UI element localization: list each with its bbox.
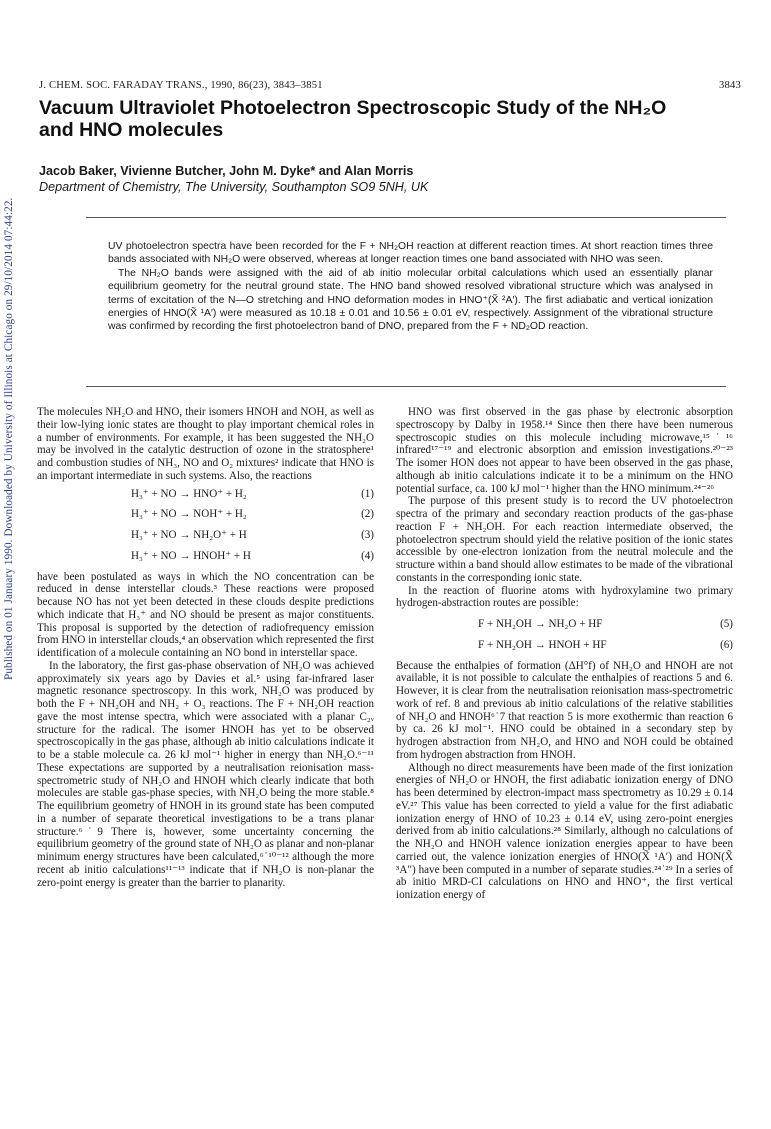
equation-text: H₃⁺ + NO → NH₂O⁺ + H	[131, 529, 247, 541]
page-number: 3843	[719, 80, 741, 91]
abstract-paragraph-2: The NH₂O bands were assigned with the aid of ab initio molecular orbital calculations which used an essentially planar equilibrium geometry for the neutral ground state. The HNO band showed resolved vibrational structure which was analysed in terms of excitation of the N—O stretching and HNO deformation modes in HNO⁺(X̃ ²A′). The first adiabatic and vertical ionization energies of HNO(X̃ ¹A′) were measured as 10.18 ± 0.01 and 10.56 ± 0.01 eV, respectively. Assignment of the vibrational structure was confirmed by recording the first photoelectron band of DNO, prepared from the F + ND₂OD reaction.	[108, 267, 713, 333]
equation-1	[37, 488, 374, 501]
author-affiliation: Department of Chemistry, The University, Southampton SO9 5NH, UK	[39, 179, 429, 194]
equation-number: (4)	[361, 549, 374, 562]
equation-number: (5)	[720, 618, 733, 630]
author-names: Jacob Baker, Vivienne Butcher, John M. Dyke* and Alan Morris	[39, 164, 414, 178]
article-title	[39, 97, 729, 141]
body-paragraph: In the laboratory, the first gas-phase observation of NH₂O was achieved approximately six years ago by Davies et al.⁵ using far-infrared laser magnetic resonance spectroscopy. In this work, NH₂O was produced by both the F + NH₂OH and NH₂ + O₃ reactions. The F + NH₂OH reaction gave the most intense spectra, which were associated with a planar C₂ᵥ structure for the radical. The isomer HNOH has yet to be observed spectroscopically in the gas phase, although ab initio calculations indicate it to be a stable molecule ca. 26 kJ mol⁻¹ higher in energy than NH₂O.⁶⁻¹¹ These expectations are supported by a neutralisation reionisation mass-spectrometric study of NH₂O and HNOH which clearly indicate that both molecules are stable gas-phase species, with NH₂O being the more stable.⁸ The equilibrium geometry of HNOH in its ground state has been computed in a number of separate theoretical investigations to be a trans planar structure.⁶˙9 There is, however, some uncertainty concerning the equilibrium geometry of the ground state of NH₂O as planar and non-planar minimum energy structures have been calculated,⁶˙¹⁰⁻¹² although the more recent ab initio calculations¹¹⁻¹³ indicate that if NH₂O is non-planar the zero-point energy is greater than the barrier to planarity.	[37, 659, 374, 889]
body-paragraph: Because the enthalpies of formation (ΔH°f) of NH₂O and HNOH are not available, it is not possible to calculate the enthalpies of reactions 5 and 6. However, it is clear from the neutralisation reionisation mass-spectrometric work of ref. 8 and previous ab initio calculations of the relative stabilities of NH₂O and HNOH⁶˙7 that reaction 5 is more exothermic than reaction 6 by ca. 26 kJ mol⁻¹. HNO could be obtained in a secondary step by hydrogen abstraction from NH₂O, and HNO and NOH could be obtained from hydrogen abstraction from HNOH.	[396, 659, 733, 761]
equation-number: (1)	[361, 487, 374, 500]
author-block	[39, 164, 729, 195]
title-line-2: and HNO molecules	[39, 119, 224, 141]
abstract-top-rule	[86, 217, 726, 218]
equation-2	[37, 508, 374, 521]
body-paragraph: Although no direct measurements have been made of the first ionization energies of NH₂O or HNOH, the first adiabatic ionization energy of DNO has been determined by electron-impact mass spectrometry as 10.29 ± 0.14 eV.²⁷ This value has been corrected to yield a value for the first adiabatic ionization energy of HNO of 10.23 ± 0.14 eV, using zero-point energies derived from ab initio calculations.²⁸ Similarly, although no calculations of the NH₂O and HNOH valence ionization energies appear to have been carried out, the valence ionization energies of HNO(X̃ ¹A′) and HON(X̃ ³A″) have been computed in a number of separate studies.²⁴˙²⁹ In a series of ab initio MRD-CI calculations on HNO and HNO⁺, the first vertical ionization energy of	[396, 761, 733, 901]
abstract-bottom-rule	[86, 386, 726, 387]
equation-number: (2)	[361, 508, 374, 521]
abstract	[108, 240, 713, 334]
equation-3	[37, 529, 374, 542]
equation-5	[396, 618, 733, 631]
journal-citation: J. CHEM. SOC. FARADAY TRANS., 1990, 86(23), 3843–3851	[39, 80, 323, 91]
equation-text: F + NH₂OH → HNOH + HF	[478, 638, 607, 651]
body-paragraph: In the reaction of fluorine atoms with hydroxylamine two primary hydrogen-abstraction routes are possible:	[396, 584, 733, 610]
equation-text: H₃⁺ + NO → HNO⁺ + H₂	[131, 487, 247, 500]
abstract-paragraph-1: UV photoelectron spectra have been recorded for the F + NH₂OH reaction at different reaction times. At short reaction times three bands associated with NH₂O were observed, whereas at longer reaction times one band associated with NHO was seen.	[108, 241, 713, 266]
body-paragraph: HNO was first observed in the gas phase by electronic absorption spectroscopy by Dalby in 1958.¹⁴ Since then there have been numerous spectroscopic studies on this molecule including microwave,¹⁵˙¹⁶ infrared¹⁷⁻¹⁹ and electronic absorption and emission investigations.²⁰⁻²³ The isomer HON does not appear to have been observed in the gas phase, although ab initio calculations indicate it to be a minimum on the HNO potential surface, ca. 100 kJ mol⁻¹ higher than the HNO minimum.²⁴⁻²⁶	[396, 406, 733, 495]
title-line-1: Vacuum Ultraviolet Photoelectron Spectroscopic Study of the NH₂O	[39, 97, 667, 119]
equation-number: (3)	[361, 529, 374, 541]
body-paragraph: The molecules NH₂O and HNO, their isomers HNOH and NOH, as well as their low-lying ionic states are thought to play important chemical roles in a number of environments. For example, it has been suggested the NH₂O may be involved in the catalytic destruction of ozone in the stratosphere¹ and combustion studies of NH₃, NO and O₂ mixtures² indicate that HNO is an important intermediate in such systems. Also, the reactions	[37, 406, 374, 482]
equation-4	[37, 550, 374, 563]
running-head	[39, 80, 741, 91]
body-paragraph: have been postulated as ways in which the NO concentration can be reduced in dense interstellar clouds.³ These reactions were proposed because NO has not yet been detected in these clouds despite predictions which indicate that H₃⁺ and NO should be present as major constituents. This proposal is supported by the detection of radiofrequency emission from HNO in interstellar clouds,⁴ an observation which represented the first identification of a molecule containing an NO bond in interstellar space.	[37, 570, 374, 659]
body-paragraph: The purpose of this present study is to record the UV photoelectron spectra of the primary and secondary reaction products of the gas-phase reaction F + NH₂OH. For each reaction intermediate observed, the photoelectron spectrum should yield the relative position of the ionic states accessible by one-electron ionization from the neutral molecule and the structure within a band should allow estimates to be made of the vibrational constants in the corresponding ionic state.	[396, 495, 733, 584]
equation-text: H₃⁺ + NO → HNOH⁺ + H	[131, 549, 251, 562]
equation-number: (6)	[720, 638, 733, 651]
equation-6	[396, 639, 733, 652]
download-stamp: Published on 01 January 1990. Downloaded by University of Illinois at Chicago on 29/10/2014 07:44:22.	[3, 197, 15, 680]
equation-text: F + NH₂OH → NH₂O + HF	[478, 618, 603, 630]
left-column	[37, 406, 374, 889]
equation-text: H₃⁺ + NO → NOH⁺ + H₂	[131, 508, 247, 521]
right-column	[396, 406, 733, 902]
